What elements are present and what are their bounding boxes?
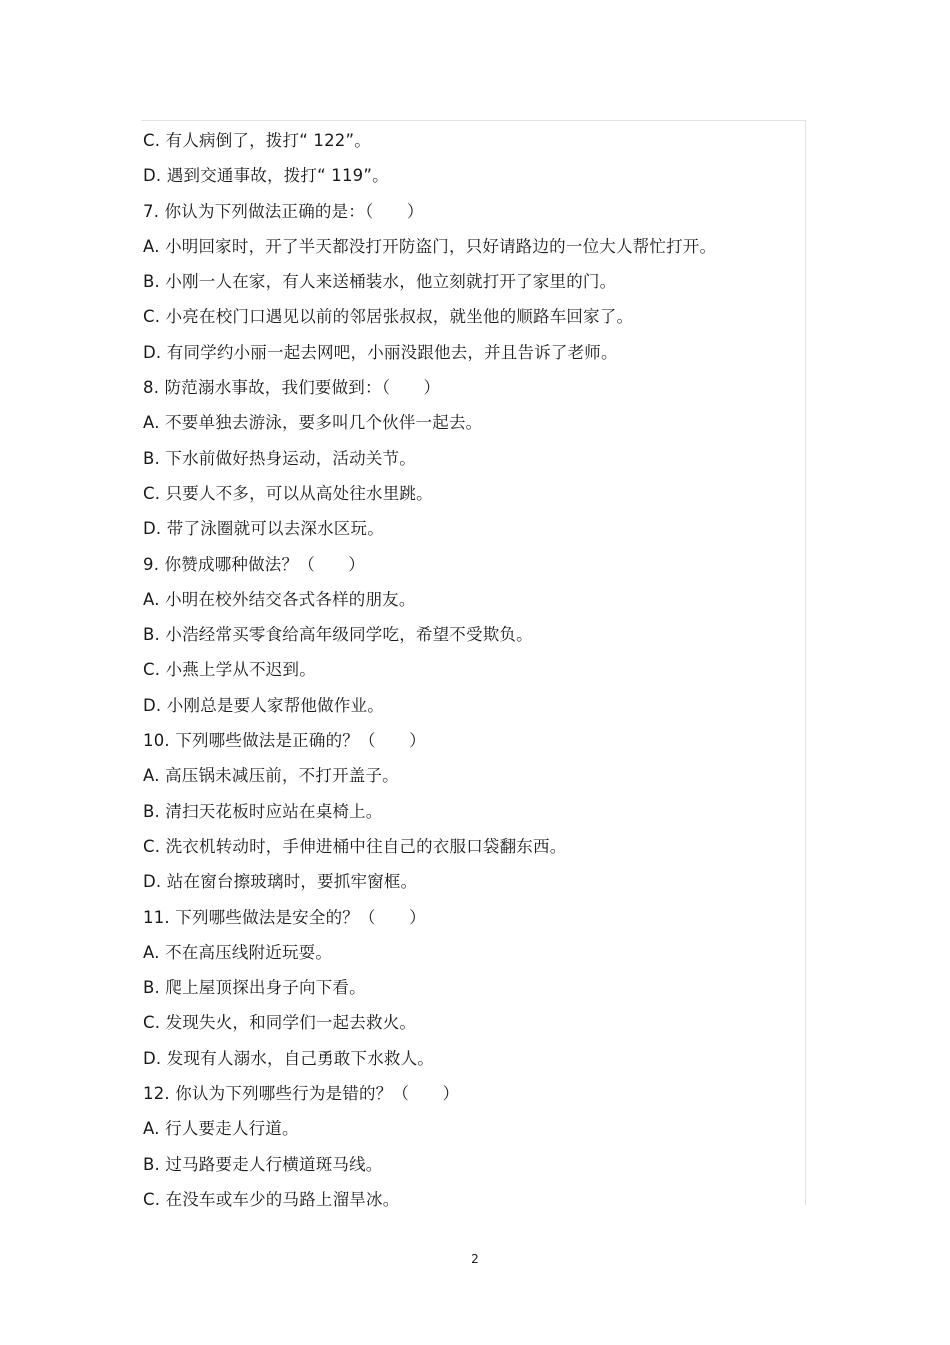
text-line: A. 行人要走人行道。 xyxy=(143,1119,299,1139)
text-line: B. 下水前做好热身运动，活动关节。 xyxy=(143,448,416,468)
text-line: A. 高压锅未减压前，不打开盖子。 xyxy=(143,766,399,786)
text-line: A. 不要单独去游泳，要多叫几个伙伴一起去。 xyxy=(143,413,483,433)
text-line: C. 在没车或车少的马路上溜旱冰。 xyxy=(143,1189,400,1209)
text-line: D. 小刚总是要人家帮他做作业。 xyxy=(143,695,384,715)
text-line: D. 遇到交通事故，拨打“ 119”。 xyxy=(143,166,389,186)
text-line: D. 发现有人溺水，自己勇敢下水救人。 xyxy=(143,1048,434,1068)
text-line: 9. 你赞成哪种做法？（ ） xyxy=(143,554,365,574)
text-line: 7. 你认为下列做法正确的是：（ ） xyxy=(143,201,424,221)
text-line: C. 小亮在校门口遇见以前的邻居张叔叔，就坐他的顺路车回家了。 xyxy=(143,307,634,327)
text-line: C. 小燕上学从不迟到。 xyxy=(143,660,316,680)
text-line: B. 爬上屋顶探出身子向下看。 xyxy=(143,978,366,998)
text-line: A. 小明在校外结交各式各样的朋友。 xyxy=(143,589,416,609)
text-line: B. 小刚一人在家，有人来送桶装水，他立刻就打开了家里的门。 xyxy=(143,272,617,292)
question-list xyxy=(143,123,803,1217)
text-line: B. 清扫天花板时应站在桌椅上。 xyxy=(143,801,383,821)
text-line: D. 带了泳圈就可以去深水区玩。 xyxy=(143,519,384,539)
text-line: D. 有同学约小丽一起去网吧，小丽没跟他去，并且告诉了老师。 xyxy=(143,342,618,362)
text-line: A. 不在高压线附近玩耍。 xyxy=(143,942,333,962)
text-line: B. 小浩经常买零食给高年级同学吃，希望不受欺负。 xyxy=(143,625,533,645)
text-line: 11. 下列哪些做法是安全的？（ ） xyxy=(143,907,426,927)
text-line: C. 有人病倒了，拨打“ 122”。 xyxy=(143,131,371,150)
text-line: D. 站在窗台擦玻璃时，要抓牢窗框。 xyxy=(143,872,418,892)
text-line: 12. 你认为下列哪些行为是错的？（ ） xyxy=(143,1084,460,1104)
text-line: 8. 防范溺水事故，我们要做到：（ ） xyxy=(143,378,441,398)
text-line: C. 发现失火，和同学们一起去救火。 xyxy=(143,1013,417,1033)
page-number: 2 xyxy=(471,1252,479,1266)
text-line: C. 只要人不多，可以从高处往水里跳。 xyxy=(143,483,433,503)
text-line: 10. 下列哪些做法是正确的？（ ） xyxy=(143,731,426,751)
text-line: C. 洗衣机转动时，手伸进桶中往自己的衣服口袋翻东西。 xyxy=(143,836,567,856)
text-line: B. 过马路要走人行横道斑马线。 xyxy=(143,1154,383,1174)
text-line: A. 小明回家时，开了半天都没打开防盗门，只好请路边的一位大人帮忙打开。 xyxy=(143,236,717,256)
